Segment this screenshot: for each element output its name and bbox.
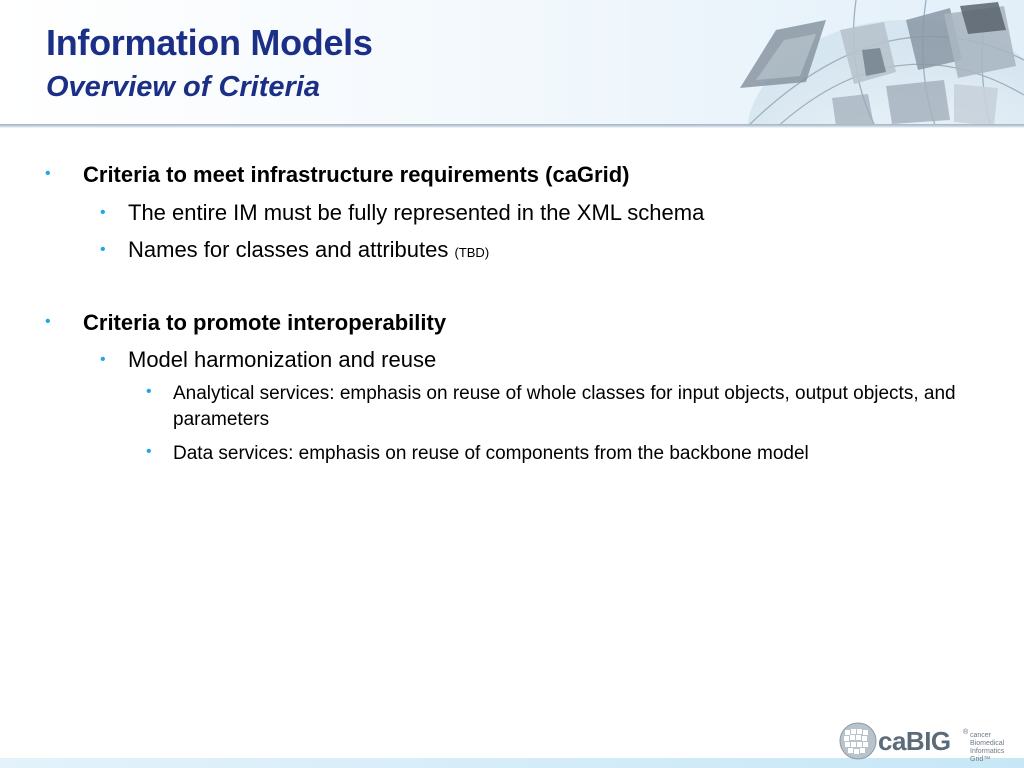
list-item-text: Names for classes and attributes	[128, 237, 455, 262]
section-heading: Criteria to promote interoperability	[83, 310, 447, 335]
list-item	[128, 237, 489, 263]
cabig-logo	[836, 718, 1016, 764]
bullet-dot-icon: •	[100, 204, 106, 221]
slide-subtitle: Overview of Criteria	[46, 71, 320, 103]
bullet-dot-icon: •	[45, 165, 51, 182]
bullet-dot-icon: •	[146, 443, 152, 460]
slide-title: Information Models	[46, 22, 373, 63]
list-item: Analytical services: emphasis on reuse of whole classes for input objects, output objects, and parameters	[173, 383, 956, 430]
logo-trademark: ®	[963, 729, 969, 736]
list-item: Data services: emphasis on reuse of components from the backbone model	[173, 443, 809, 464]
bullet-dot-icon: •	[146, 383, 152, 400]
tbd-note: (TBD)	[454, 245, 490, 260]
logo-wordmark: caBIG	[878, 726, 951, 756]
header-divider	[0, 124, 1024, 128]
globe-graphic	[736, 0, 1024, 128]
bullet-dot-icon: •	[100, 351, 106, 368]
globe-logo-icon	[838, 721, 878, 761]
bullet-dot-icon: •	[45, 313, 51, 330]
list-item: Model harmonization and reuse	[128, 347, 437, 372]
list-item: The entire IM must be fully represented in the XML schema	[128, 200, 705, 225]
logo-tagline: cancer Biomedical Informatics Grid™	[970, 732, 1005, 763]
bullet-dot-icon: •	[100, 241, 106, 258]
section-heading: Criteria to meet infrastructure requirements (caGrid)	[83, 162, 630, 187]
